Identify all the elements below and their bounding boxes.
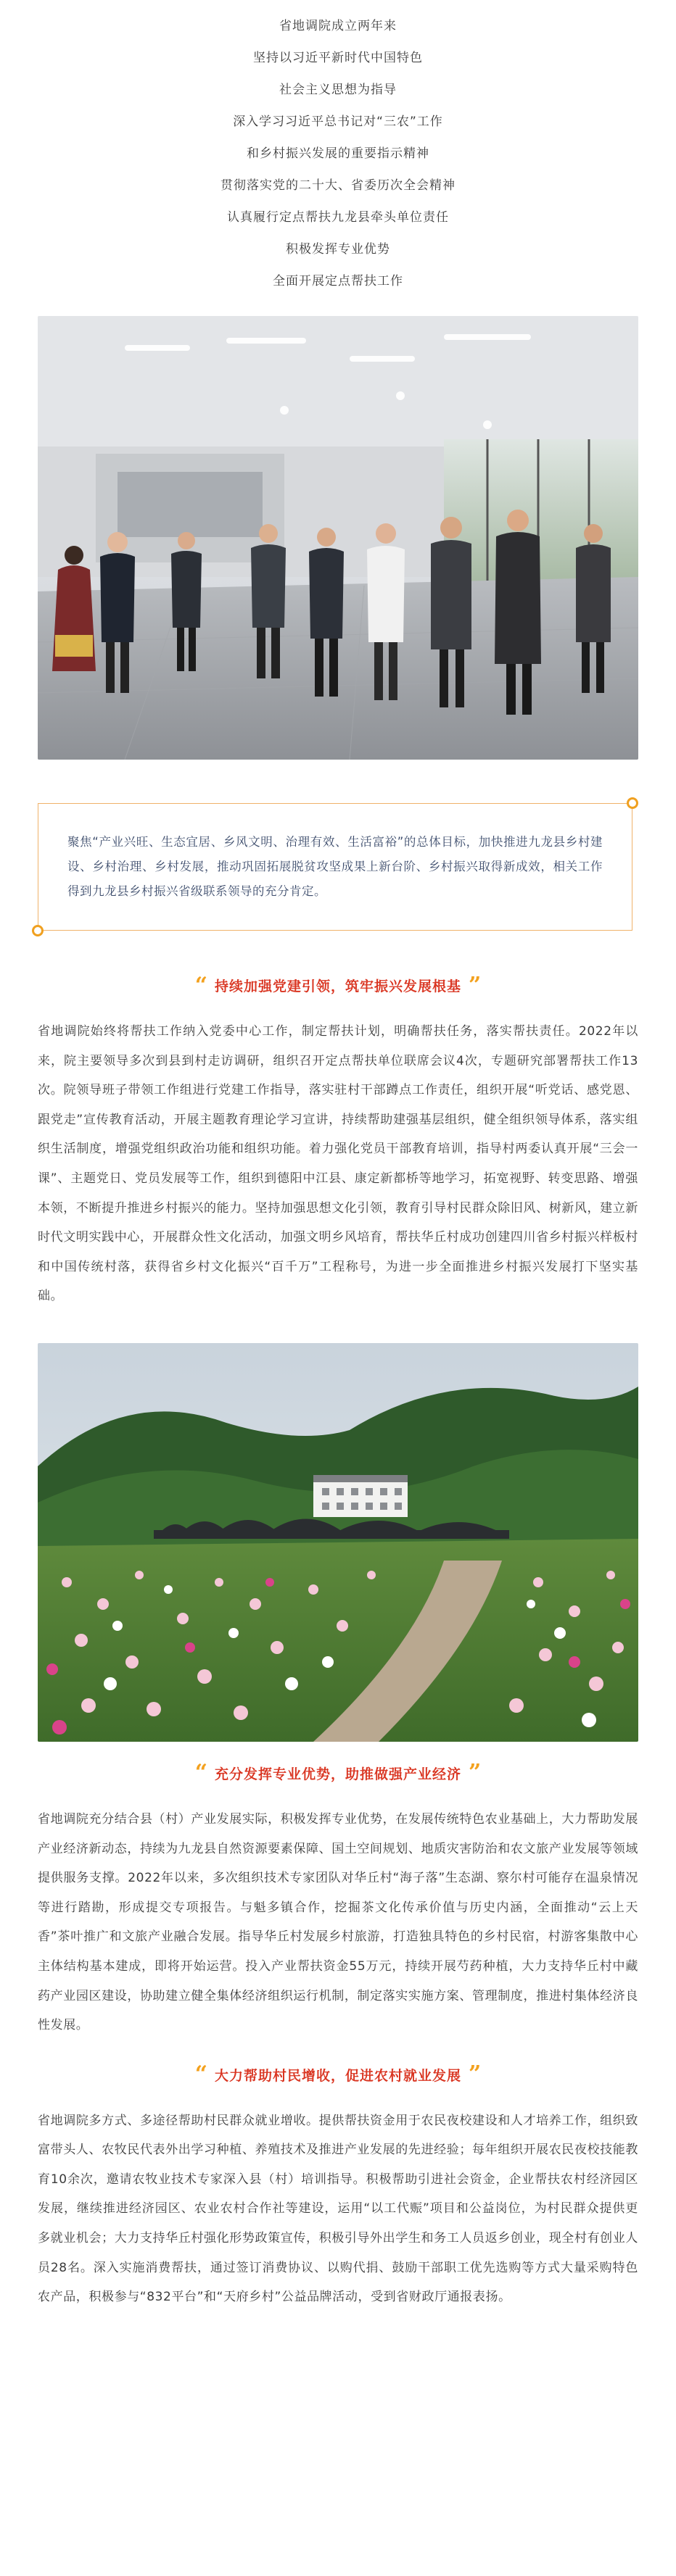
section-paragraph: 省地调院多方式、多途径帮助村民群众就业增收。提供帮扶资金用于农民夜校建设和人才培养工作，组织致富带头人、农牧民代表外出学习种植、养殖技术及推进产业发展的先进经验；每年组织开展农民夜校技能教育10余次，邀请农牧业技术专家深入县（村）培训指导。积极帮助引进社会资金，企业帮扶农村经济园区发展，继续推进经济园区、农业农村合作社等建设，运用“以工代赈”项目和公益岗位，为村民群众提供更多就业机会；大力支持华丘村强化形势政策宣传，积极引导外出学生和务工人员返乡创业，现全村有创业人员28名。深入实施消费帮扶，通过签订消费协议、以购代捐、鼓励干部职工优先选购等方式大量采购特色农产品，积极参与“832平台”和“天府乡村”公益品牌活动，受到省财政厅通报表扬。	[38, 2113, 638, 2305]
section-body	[38, 1017, 638, 1311]
section-title	[0, 972, 676, 998]
section-body	[38, 2106, 638, 2312]
intro-line: 积极发挥专业优势	[286, 242, 390, 257]
section-title	[0, 1760, 676, 1786]
section-paragraph: 省地调院始终将帮扶工作纳入党委中心工作，制定帮扶计划，明确帮扶任务，落实帮扶责任。2022年以来，院主要领导多次到县到村走访调研，组织召开定点帮扶单位联席会议4次，专题研究部署帮扶工作13次。院领导班子带领工作组进行党建工作指导，落实驻村干部蹲点工作责任，组织开展“听党话、感党恩、跟党走”宣传教育活动，开展主题教育理论学习宣讲，持续帮助建强基层组织，健全组织领导体系，落实组织生活制度，增强党组织政治功能和组织功能。着力强化党员干部教育培训，指导村两委认真开展“三会一课”、主题党日、党员发展等工作，组织到德阳中江县、康定新都桥等地学习，拓宽视野、转变思路、增强本领，不断提升推进乡村振兴的能力。坚持加强思想文化引领，教育引导村民群众除旧风、树新风，建立新时代文明实践中心，开展群众性文化活动，加强文明乡风培育，帮扶华丘村成功创建四川省乡村振兴样板村和中国传统村落，获得省乡村文化振兴“百千万”工程称号，为进一步全面推进乡村振兴发展打下坚实基础。	[38, 1024, 638, 1304]
section-heading: 大力帮助村民增收，促进农村就业发展	[214, 2067, 461, 2084]
intro-line: 和乡村振兴发展的重要指示精神	[247, 146, 429, 161]
intro-line: 社会主义思想为指导	[279, 83, 397, 97]
section-heading: 充分发挥专业优势，助推做强产业经济	[214, 1766, 461, 1782]
intro-line: 省地调院成立两年来	[279, 19, 397, 33]
quote-mark-icon: ”	[469, 972, 482, 998]
intro-block	[0, 0, 676, 297]
quote-mark-icon: “	[194, 1760, 207, 1786]
section-heading: 持续加强党建引领，筑牢振兴发展根基	[214, 979, 461, 994]
intro-line: 贯彻落实党的二十大、省委历次全会精神	[220, 178, 456, 193]
intro-line: 认真履行定点帮扶九龙县牵头单位责任	[227, 210, 449, 225]
quote-mark-icon: ”	[469, 2061, 482, 2087]
corner-dot-icon	[627, 797, 638, 809]
quote-mark-icon: “	[194, 972, 207, 998]
section-title	[0, 2061, 676, 2087]
quote-mark-icon: ”	[469, 1760, 482, 1786]
summary-quote-box	[38, 803, 632, 931]
section-paragraph: 省地调院充分结合县（村）产业发展实际，积极发挥专业优势，在发展传统特色农业基础上，大力帮助发展产业经济新动态，持续为九龙县自然资源要素保障、国土空间规划、地质灾害防治和农文旅产业发展等领域提供服务支撑。2022年以来，多次组织技术专家团队对华丘村“海子落”生态湖、察尔村可能存在温泉情况等进行踏勘，形成提交专项报告。与魁多镇合作，挖掘茶文化传承价值与历史内涵，全面推动“云上天香”茶叶推广和文旅产业融合发展。指导华丘村发展乡村旅游，打造独具特色的乡村民宿，村游客集散中心主体结构基本建成，即将开始运营。投入产业帮扶资金55万元，持续开展芍药种植，大力支持华丘村中藏药产业园区建设，协助建立健全集体经济组织运行机制，制定落实实施方案、管理制度，推进村集体经济良性发展。	[38, 1811, 638, 2033]
intro-line: 坚持以习近平新时代中国特色	[253, 51, 423, 65]
peony-field-photo	[38, 1343, 638, 1742]
corner-dot-icon	[32, 925, 44, 936]
summary-text: 聚焦“产业兴旺、生态宜居、乡风文明、治理有效、生活富裕”的总体目标，加快推进九龙县乡村建设、乡村治理、乡村发展，推动巩固拓展脱贫攻坚成果上新台阶、乡村振兴取得新成效，相关工作得到九龙县乡村振兴省级联系领导的充分肯定。	[67, 835, 603, 898]
exhibition-hall-photo	[38, 316, 638, 760]
intro-line: 深入学习习近平总书记对“三农”工作	[233, 115, 443, 129]
intro-line: 全面开展定点帮扶工作	[273, 274, 403, 288]
quote-mark-icon: “	[194, 2061, 207, 2087]
section-body	[38, 1805, 638, 2040]
